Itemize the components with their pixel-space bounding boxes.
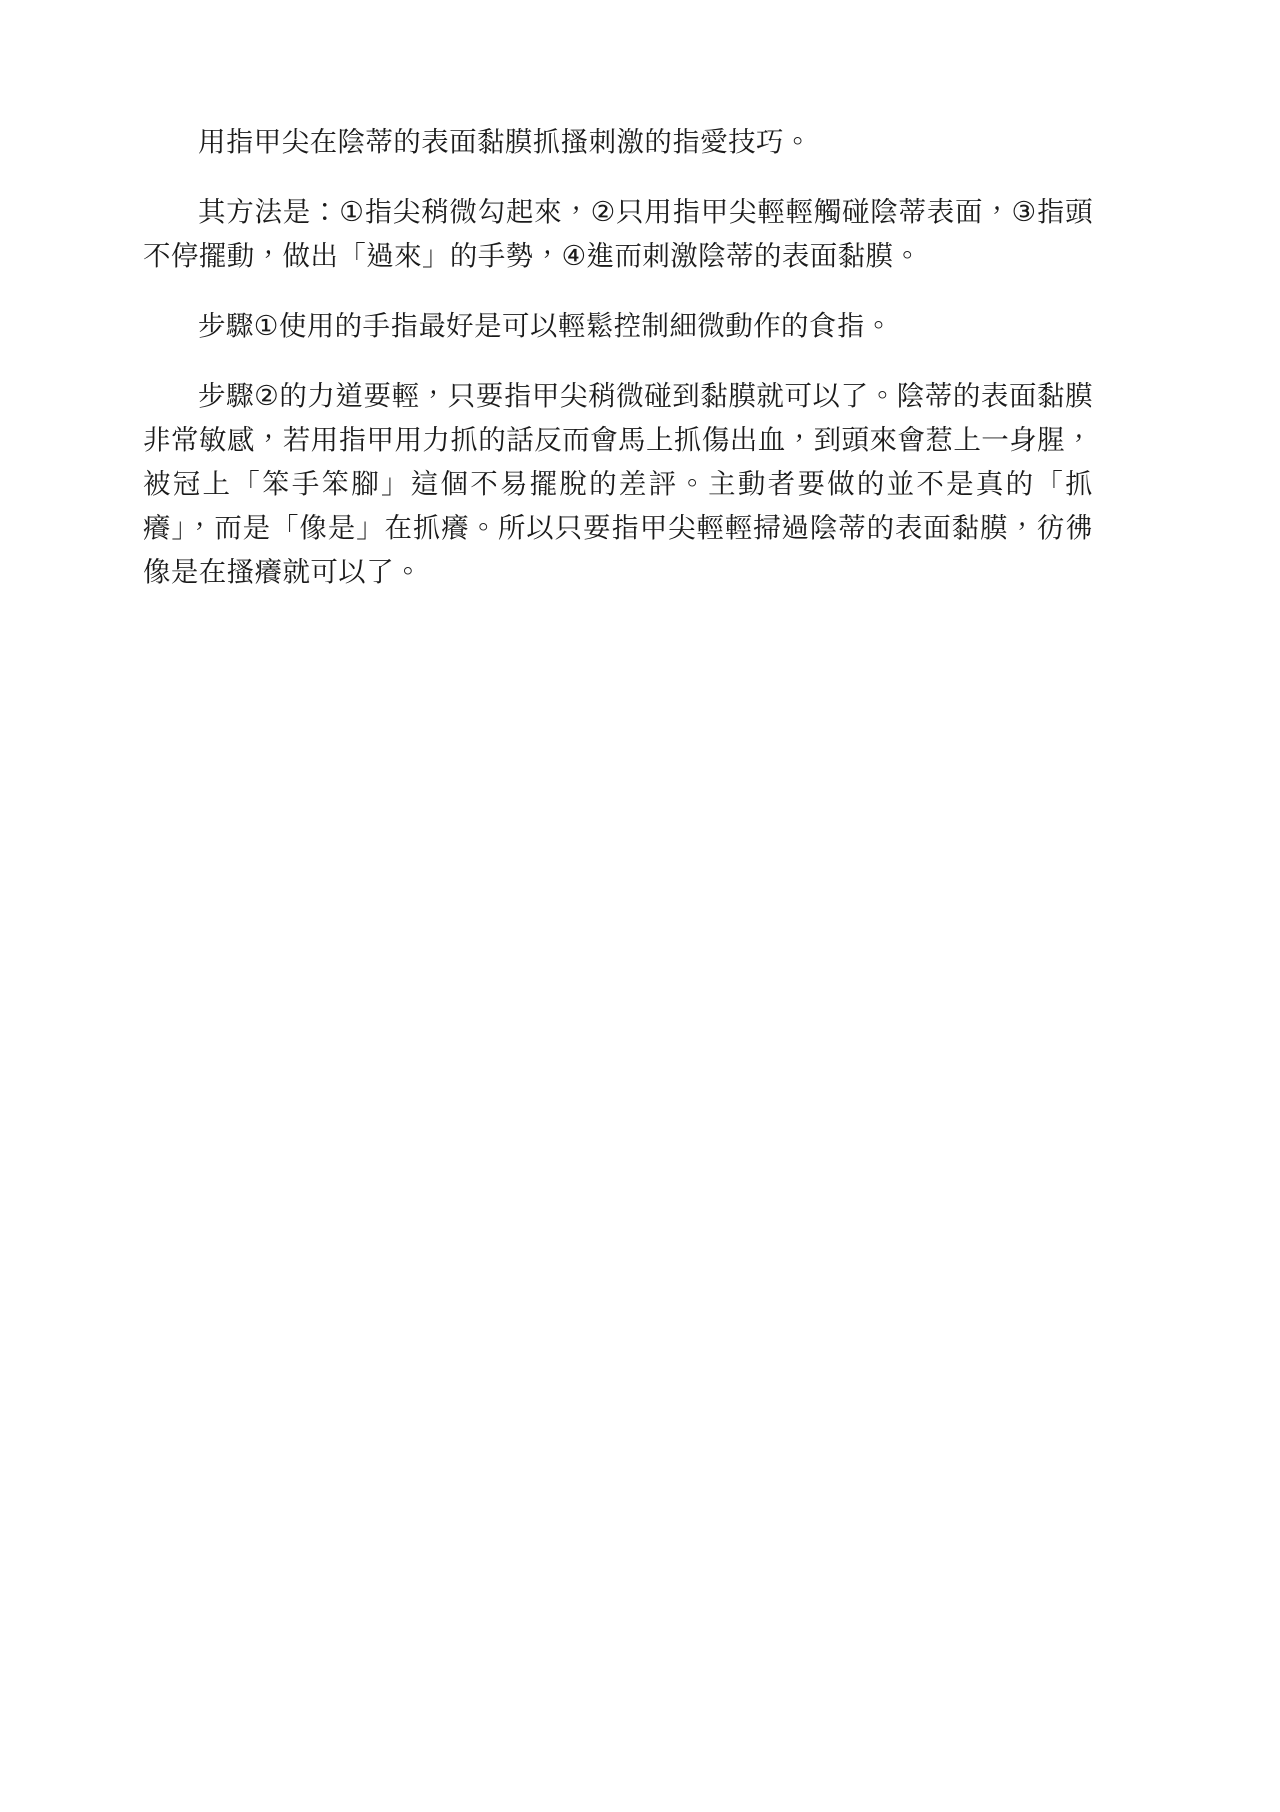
paragraph-method: 其方法是：①指尖稍微勾起來，②只用指甲尖輕輕觸碰陰蒂表面，③指頭不停擺動，做出「過來」的手勢，④進而刺激陰蒂的表面黏膜。 xyxy=(143,196,1093,272)
document-body xyxy=(143,120,1093,594)
paragraph-step-one: 步驟①使用的手指最好是可以輕鬆控制細微動作的食指。 xyxy=(198,310,893,342)
paragraph-intro: 用指甲尖在陰蒂的表面黏膜抓搔刺激的指愛技巧。 xyxy=(198,126,812,158)
paragraph-step-two: 步驟②的力道要輕，只要指甲尖稍微碰到黏膜就可以了。陰蒂的表面黏膜非常敏感，若用指甲用力抓的話反而會馬上抓傷出血，到頭來會惹上一身腥，被冠上「笨手笨腳」這個不易擺脫的差評。主動者要做的並不是真的「抓癢」，而是「像是」在抓癢。所以只要指甲尖輕輕掃過陰蒂的表面黏膜，彷彿像是在搔癢就可以了。 xyxy=(143,380,1093,588)
